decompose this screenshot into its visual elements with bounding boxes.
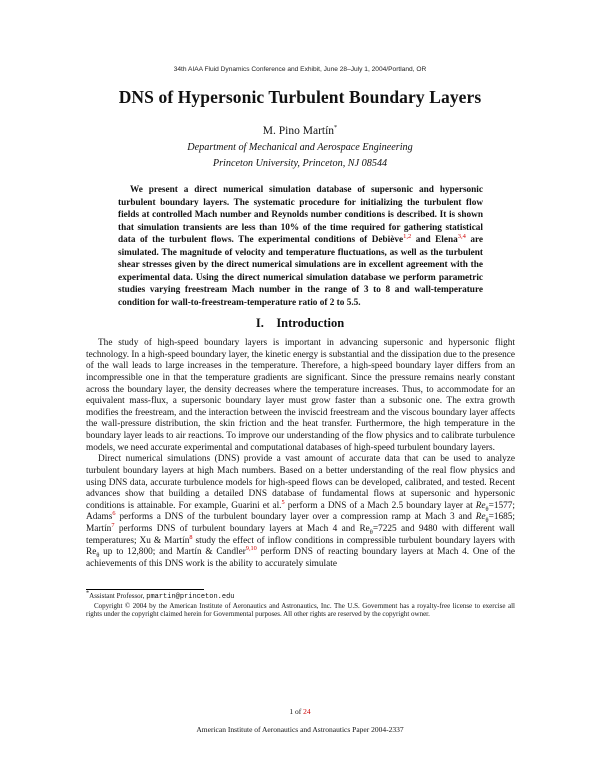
math-subscript: θ [485,505,489,513]
author-footnote-mark: * [334,124,338,132]
citation-link[interactable]: 3,4 [457,232,466,240]
paragraph-text: =1685; Martín [86,512,515,534]
paper-title: DNS of Hypersonic Turbulent Boundary Layers [118,87,482,107]
citation-link[interactable]: 8 [189,533,193,541]
citation-link[interactable]: 5 [281,498,285,506]
page-current: 1 [289,707,294,716]
introduction-body [86,338,515,571]
paragraph-text: perform a DNS of a Mach 2.5 boundary layer at [284,500,476,511]
paragraph-text: performs a DNS of the turbulent boundary layer over a compression ramp at Mach 3 and [115,512,476,523]
abstract-text: We present a direct numerical simulation database of supersonic and hypersonic turbulent boundary layers. The systematic procedure for initializing the turbulent flow fields at controlled Mach number and Reynolds number conditions is described. It is shown that simulation transients are less than 10% of the time required for gathering statistical data of the turbulent flows. The experimental conditions of Debiève [118,185,483,245]
author-university: Princeton University, Princeton, NJ 08544 [212,158,388,169]
citation-link[interactable]: 9,10 [245,545,257,553]
author-department: Department of Mechanical and Aerospace Engineering [187,142,413,153]
paragraph-text: =1577; Adams [86,500,515,523]
citation-link[interactable]: 1,2 [403,232,412,240]
abstract [118,184,483,309]
paragraph [86,454,515,570]
copyright-notice: Copyright © 2004 by the American Institute of Aeronautics and Astronautics, Inc. The U.S. Government has a royalty-free license to exercise all rights under the copyright claimed herein for Governmental purposes. All other rights are reserved by the copyright owner. [86,601,515,619]
paragraph-text: up to 12,800; and Martín & Candler [99,547,246,558]
author-footnote [86,589,515,602]
paragraph-text: study the effect of inflow conditions in compressible turbulent boundary layers with Re [86,535,515,558]
footnotes [86,589,515,619]
section-heading-introduction: I. Introduction [255,316,345,330]
conference-header: 34th AIAA Fluid Dynamics Conference and Exhibit, June 28–July 1, 2004/Portland, OR [173,66,427,73]
author-email[interactable]: pmartin@princeton.edu [146,593,235,601]
author-line [0,125,600,137]
footnote-mark: * [86,589,90,597]
footnote-rule [86,589,204,590]
abstract-text: and Elena [411,235,458,245]
math-subscript: θ [485,517,489,525]
paragraph-text: =7225 and 9480 with different wall temperatures; Xu & Martín [86,524,515,546]
citation-link[interactable]: 6 [112,510,116,518]
page-of-label: of [293,707,304,716]
math-subscript: θ [369,528,373,536]
page-total-link[interactable]: 24 [303,707,311,716]
math-re: Re [475,512,486,523]
page-footer: American Institute of Aeronautics and Astronautics Paper 2004-2337 [196,725,404,734]
paragraph-text: Direct numerical simulations (DNS) provide a vast amount of accurate data that can be used to analyze turbulent boundary layers at high Mach numbers. Based on a better understanding of the real flow physics and using DNS data, accurate turbulence models for high-speed flows can be developed, calibrated, and tested. Recent advances show that building a detailed DNS database of fundamental flows at supersonic and hypersonic conditions is attainable. For example, Guarini et al. [86,454,515,511]
math-subscript: θ [96,552,100,560]
math-re: Re [475,500,486,511]
abstract-text: are simulated. The magnitude of velocity and temperature fluctuations, as well as the turbulent shear stresses given by the direct numerical simulations are in excellent agreement with the experimental data. Using the direct numerical simulation database we perform parametric studies varying freestream Mach number in the range of 3 to 8 and wall-temperature condition for wall-to-freestream-temperature ratio of 2 to 5.5. [118,235,484,308]
paragraph-text: performs DNS of turbulent boundary layers at Mach 4 and Re [114,524,370,534]
footnote-text: Assistant Professor, [89,592,147,600]
paragraph: The study of high-speed boundary layers is important in advancing supersonic and hypersonic flight technology. In a high-speed boundary layer, the kinetic energy is substantial and the dissipation due to the presence of the wall leads to large increases in the temperature. Therefore, a high-speed boundary layer differs from an incompressible one in that the temperature gradients are significant. Since the pressure remains nearly constant across the boundary layer, the density decreases where the temperature increases. Thus, to accommodate for an equivalent mass-flux, a supersonic boundary layer must grow faster than a subsonic one. The extra growth modifies the freestream, and the interaction between the inviscid freestream and the viscous boundary layer affects the wall-pressure distribution, the skin friction and the heat transfer. Furthermore, the high temperature in the boundary layer leads to air reactions. To improve our understanding of the flow physics and to calibrate turbulence models, we need accurate experimental and computational databases of high-speed turbulent boundary layers. [86,338,515,453]
page-number [0,707,600,716]
author-name: M. Pino Martín [262,125,335,137]
paragraph-text: perform DNS of reacting boundary layers at Mach 4. One of the achievements of this DNS work is the ability to accurately simulate [86,547,515,569]
citation-link[interactable]: 7 [111,521,115,529]
